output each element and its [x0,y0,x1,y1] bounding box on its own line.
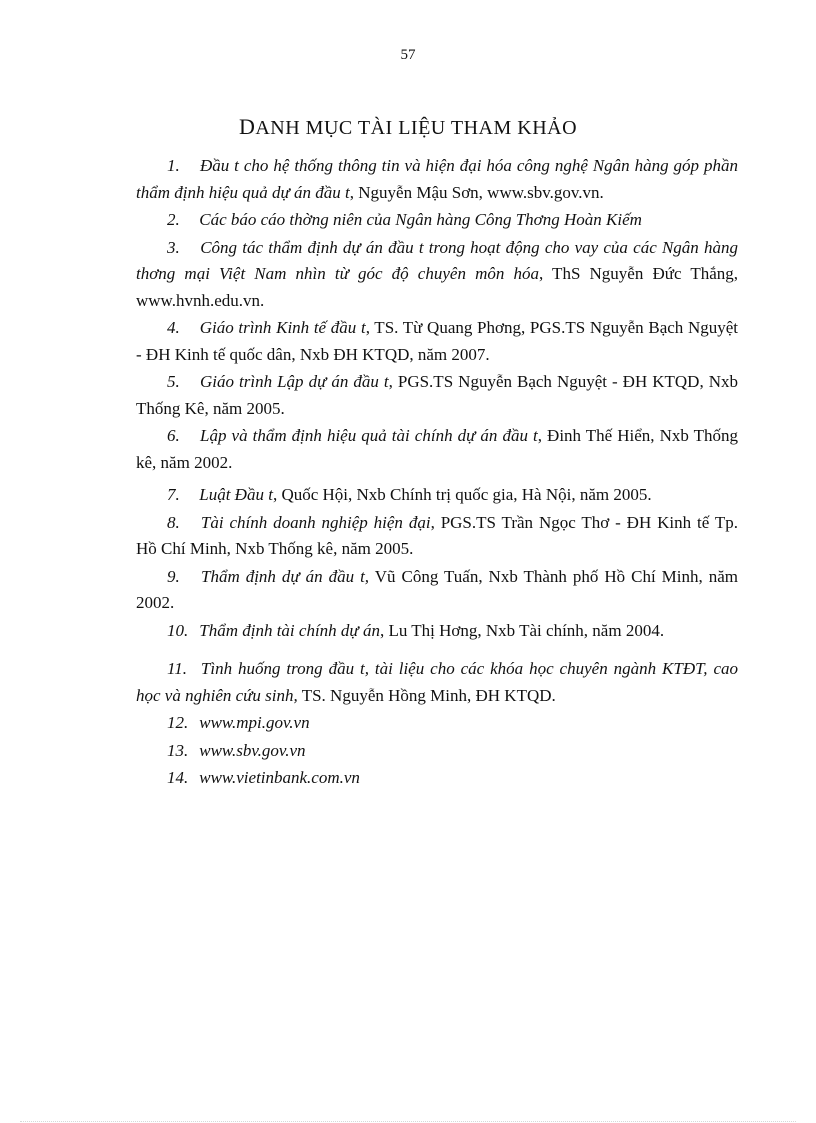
reference-details: TS. Nguyễn Hồng Minh, ĐH KTQD. [297,685,556,705]
reference-number: 5. [167,372,180,391]
reference-item [136,423,738,476]
reference-details: , Lu Thị Hơng, Nxb Tài chính, năm 2004. [379,620,665,640]
reference-number: 13. [167,740,189,760]
reference-title: Công tác thẩm định dự án đầu t trong hoạt động cho vay của các Ngân hàng thơng mại Việt Nam nhìn từ góc độ chuyên môn hóa [136,237,738,283]
reference-item [136,564,738,617]
reference-title: Các báo cáo thờng niên của Ngân hàng Công Thơng Hoàn Kiếm [199,210,642,229]
reference-item [136,369,738,422]
reference-number: 14. [167,768,189,787]
reference-title: Giáo trình Kinh tế đầu t [199,318,366,337]
reference-number: 9. [167,566,180,586]
reference-item [136,207,738,234]
reference-details: , Nguyễn Mậu Sơn, www.sbv.gov.vn. [349,182,604,202]
reference-details: , Quốc Hội, Nxb Chính trị quốc gia, Hà Nội, năm 2005. [272,485,652,504]
reference-item [136,153,738,206]
reference-details: , TS. Từ Quang Phơng, PGS.TS Nguyễn Bạch Nguyệt - ĐH Kinh tế quốc dân, Nxb ĐH KTQD, năm 2007. [136,318,739,364]
reference-number: 3. [167,237,180,257]
reference-item [136,738,738,765]
page-title [0,114,816,140]
reference-title: Tình huống trong đầu t, tài liệu cho các khóa học chuyên ngành KTĐT, cao học và nghiên cứu sinh, [136,659,739,705]
reference-title: Thẩm định tài chính dự án [199,620,380,640]
reference-number: 1. [167,156,180,175]
reference-item [136,710,738,737]
reference-item [136,656,738,709]
reference-number: 2. [167,210,180,229]
reference-title: Lập và thẩm định hiệu quả tài chính dự án đầu t [200,426,538,445]
reference-item [136,765,738,792]
reference-link: www.vietinbank.com.vn [199,768,360,787]
reference-title: Giáo trình Lập dự án đầu t [200,372,389,391]
reference-number: 7. [167,485,180,504]
reference-number: 10. [167,620,189,640]
title-initial: D [238,114,256,139]
reference-number: 6. [167,426,180,445]
reference-title: Tài chính doanh nghiệp hiện đại [200,512,431,532]
reference-details: , Đinh Thế Hiển, Nxb Thống kê, năm 2002. [136,426,738,472]
reference-item [136,510,738,563]
footer-divider [20,1121,796,1122]
reference-number: 11. [167,659,187,678]
reference-details: , PGS.TS Trần Ngọc Thơ - ĐH Kinh tế Tp. Hồ Chí Minh, Nxb Thống kê, năm 2005. [136,512,738,558]
reference-number: 12. [167,713,189,732]
reference-title: Thẩm định dự án đầu t, [200,566,370,586]
reference-link: www.sbv.gov.vn [199,740,306,760]
reference-item [136,482,738,509]
reference-item [136,235,738,315]
reference-number: 8. [167,512,180,532]
reference-item [136,618,738,645]
reference-details: , ThS Nguyễn Đức Thắng, www.hvnh.edu.vn. [136,264,739,310]
reference-link: www.mpi.gov.vn [199,713,310,732]
reference-list [136,153,738,793]
reference-item [136,315,738,368]
reference-details: , PGS.TS Nguyễn Bạch Nguyệt - ĐH KTQD, Nxb Thống Kê, năm 2005. [136,372,738,418]
page-number: 57 [400,47,416,63]
reference-number: 4. [167,318,180,337]
reference-title: Đầu t cho hệ thống thông tin và hiện đại hóa công nghệ Ngân hàng góp phần thẩm định hiệu quả dự án đầu t [136,156,739,202]
reference-details: Vũ Công Tuấn, Nxb Thành phố Hồ Chí Minh, năm 2002. [136,566,738,612]
title-rest: ANH MỤC TÀI LIỆU THAM KHẢO [255,117,578,139]
reference-title: Luật Đầu t [199,485,273,504]
